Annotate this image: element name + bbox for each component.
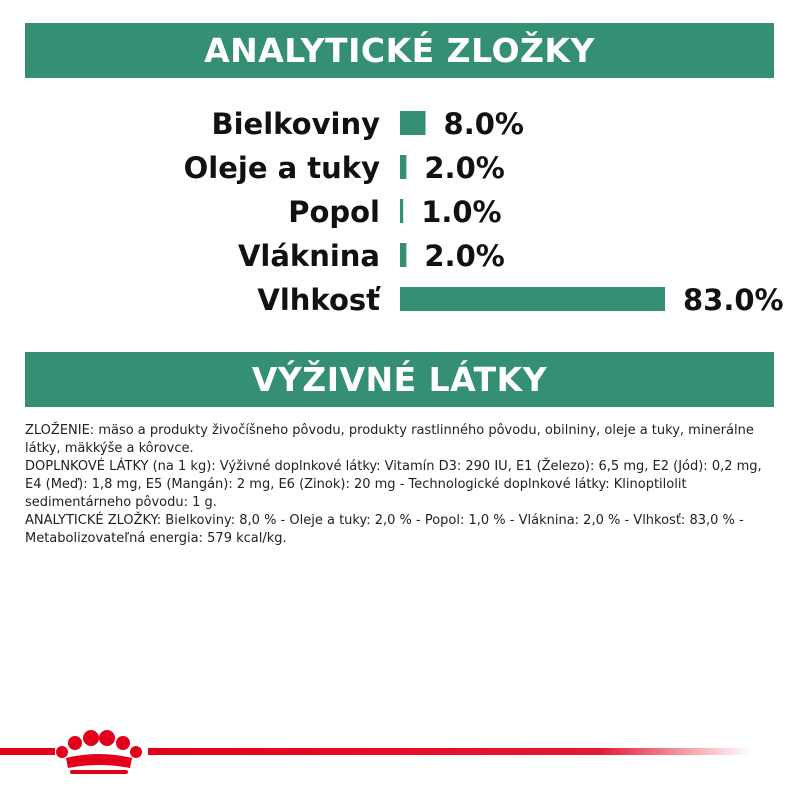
additives-paragraph: DOPLNKOVÉ LÁTKY (na 1 kg): Výživné doplnkové látky: Vitamín D3: 290 IU, E1 (Železo): 6,5 mg, E2 (Jód): 0,2 mg, E4 (Meď): 1,8 mg, E5 (Mangán): 2 mg, E6 (Zinok): 20 mg - Technologické doplnkové látky: Klinoptilolit sedimentárneho pôvodu: 1 g.	[25, 459, 762, 510]
bar-value-0: 8.0%	[443, 107, 524, 141]
analytical-components-title: ANALYTICKÉ ZLOŽKY	[204, 31, 595, 70]
bar-2	[400, 199, 403, 223]
bar-label-4: Vlhkosť	[257, 283, 380, 317]
crown-logo-icon	[56, 730, 142, 774]
bar-label-1: Oleje a tuky	[183, 151, 380, 185]
bar-3	[400, 243, 406, 267]
footer-stripe-right	[148, 748, 750, 755]
analytical-components-chart	[0, 95, 800, 335]
bar-label-2: Popol	[288, 195, 380, 229]
bar-value-3: 2.0%	[424, 239, 505, 273]
bar-label-3: Vláknina	[237, 239, 380, 273]
ingredients-paragraph: ZLOŽENIE: mäso a produkty živočíšneho pôvodu, produkty rastlinného pôvodu, obilniny, oleje a tuky, minerálne látky, mäkkýše a kôrovce.	[25, 423, 754, 456]
nutrients-banner	[25, 352, 774, 407]
footer-stripe-left	[0, 748, 55, 755]
bar-label-0: Bielkoviny	[211, 107, 380, 141]
bar-value-4: 83.0%	[683, 283, 784, 317]
nutrients-title: VÝŽIVNÉ LÁTKY	[251, 360, 548, 399]
bar-4	[400, 287, 665, 311]
bar-value-1: 2.0%	[424, 151, 505, 185]
analytical-paragraph: ANALYTICKÉ ZLOŽKY: Bielkoviny: 8,0 % - Oleje a tuky: 2,0 % - Popol: 1,0 % - Vláknina: 2,0 % - Vlhkosť: 83,0 % - Metabolizovateľná energia: 579 kcal/kg.	[25, 513, 744, 546]
bar-value-2: 1.0%	[421, 195, 502, 229]
bar-0	[400, 111, 426, 135]
composition-text	[25, 422, 780, 548]
analytical-components-banner	[25, 23, 774, 78]
brand-footer	[0, 728, 800, 778]
bar-1	[400, 155, 406, 179]
